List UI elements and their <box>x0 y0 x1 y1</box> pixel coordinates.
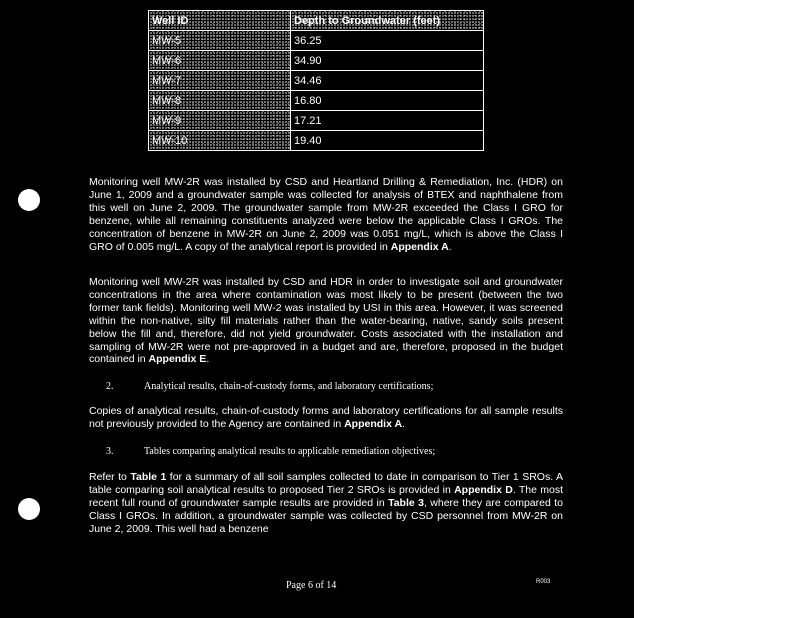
paragraph-mw2r-sampling <box>89 176 563 253</box>
numbered-item-3 <box>106 446 566 457</box>
paragraph-end: . <box>402 417 405 430</box>
table-row <box>149 71 484 91</box>
depth-cell: 19.40 <box>291 131 484 151</box>
table-row <box>149 31 484 51</box>
paragraph-text: for a summary of all soil samples collected to date in comparison to Tier 1 SROs. A table comparing soil analytical results to proposed Tier 2 SROs is provided in <box>89 471 563 496</box>
item-number: 2. <box>106 381 114 392</box>
paragraph-end: . <box>206 353 210 366</box>
appendix-reference: Appendix E <box>148 353 207 366</box>
table-row <box>149 111 484 131</box>
paragraph-text: Refer to <box>89 471 131 483</box>
paragraph-text: , where they are compared to Class I GROs. In addition, a groundwater sample was collected by CSD personnel from MW-2R on June 2, 2009. This well had a benzene <box>89 496 563 535</box>
table-header-row <box>149 11 484 31</box>
well-id-cell: MW-10 <box>149 131 291 151</box>
well-id-cell: MW-9 <box>149 111 291 131</box>
binder-hole <box>18 189 40 211</box>
appendix-reference: Appendix D <box>454 483 513 496</box>
depth-cell: 34.90 <box>291 51 484 71</box>
numbered-item-2 <box>106 381 566 392</box>
paragraph-analytical-copies <box>89 405 563 431</box>
paragraph-text: . The most recent full round of groundwater sample results are provided in <box>89 483 563 509</box>
appendix-reference: Appendix A <box>390 240 449 253</box>
depth-cell: 34.46 <box>291 71 484 91</box>
binder-hole <box>18 498 40 520</box>
page-number: Page 6 of 14 <box>286 580 337 591</box>
well-id-cell: MW-6 <box>149 51 291 71</box>
paragraph-text: Monitoring well MW-2R was installed by CSD and Heartland Drilling & Remediation, Inc. (HDR) on June 1, 2009 and a groundwater sample was collected for analysis of BTEX and naphthalene from this well on June 2, 2009. The groundwater sample from MW-2R exceeded the Class I GRO for benzene, while all remaining constituents analyzed were below the applicable Class I GROs. The concentration of benzene in MW-2R on June 2, 2009 was 0.051 mg/L, which is above the Class I GRO of 0.005 mg/L. A copy of the analytical report is provided in <box>89 176 563 253</box>
column-header-depth: Depth to Groundwater (feet) <box>291 11 484 31</box>
paragraph-mw2r-installation <box>89 276 563 366</box>
table-row <box>149 91 484 111</box>
paragraph-text: Monitoring well MW-2R was installed by CSD and HDR in order to investigate soil and groundwater concentrations in the area where contamination was most likely to be present (between the two former tank fields). Monitoring well MW-2 was installed by USI in this area. However, it was screened within the non-native, silty fill materials rather than the water-bearing, native, sandy soils present below the fill and, therefore, did not yield groundwater. Costs associated with the installation and sampling of MW-2R were not pre-approved in a budget and are, therefore, proposed in the budget contained in <box>89 276 563 366</box>
table-row <box>149 51 484 71</box>
column-header-well-id: Well ID <box>149 11 291 31</box>
paragraph-end: . <box>448 240 452 253</box>
appendix-reference: Appendix A <box>344 417 403 430</box>
well-id-cell: MW-7 <box>149 71 291 91</box>
groundwater-depth-table <box>148 10 484 151</box>
well-id-cell: MW-8 <box>149 91 291 111</box>
paragraph-table-references <box>89 471 563 536</box>
table-reference: Table 3 <box>388 496 424 509</box>
depth-cell: 17.21 <box>291 111 484 131</box>
table-row <box>149 131 484 151</box>
item-number: 3. <box>106 446 114 457</box>
document-mark: R003 <box>536 579 551 585</box>
depth-cell: 16.80 <box>291 91 484 111</box>
well-id-cell: MW-5 <box>149 31 291 51</box>
depth-cell: 36.25 <box>291 31 484 51</box>
item-text: Analytical results, chain-of-custody forms, and laboratory certifications; <box>144 381 434 392</box>
item-text: Tables comparing analytical results to applicable remediation objectives; <box>144 446 436 457</box>
table-reference: Table 1 <box>130 471 167 483</box>
paragraph-text: Copies of analytical results, chain-of-custody forms and laboratory certifications for all sample results not previously provided to the Agency are contained in <box>89 405 563 430</box>
